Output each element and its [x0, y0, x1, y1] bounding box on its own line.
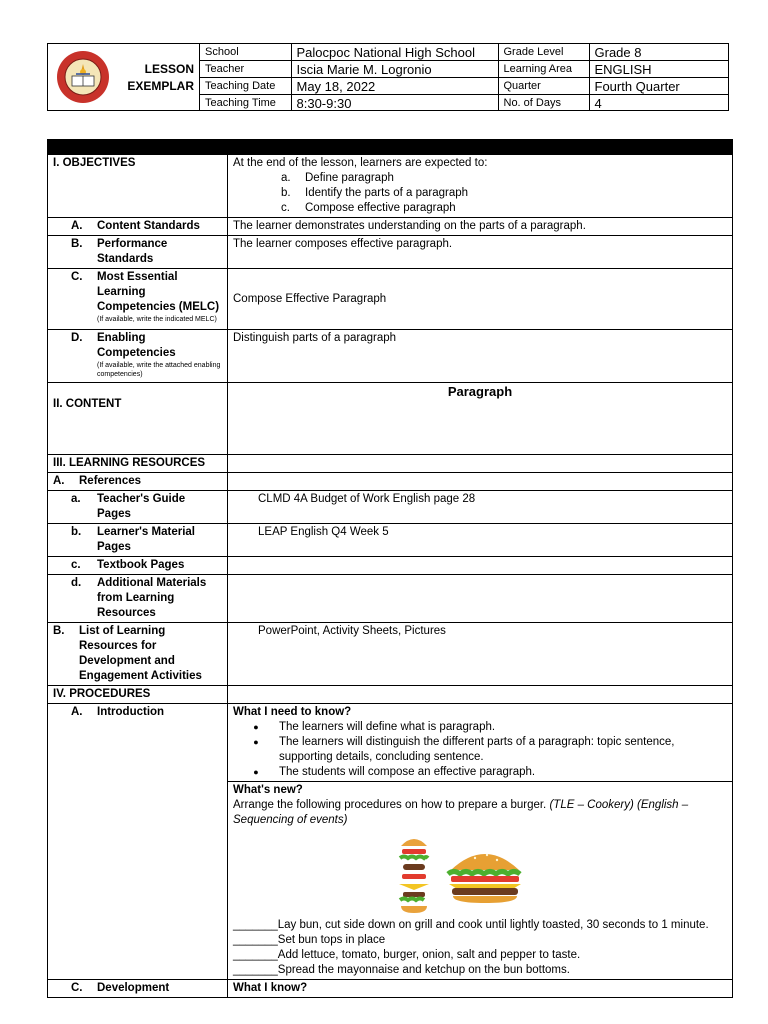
tg-label: a. Teacher's Guide Pages: [48, 491, 228, 524]
objectives-intro: At the end of the lesson, learners are expected to:: [233, 157, 488, 169]
references-label: A. References: [48, 473, 228, 491]
objective-item: c. Compose effective paragraph: [281, 202, 456, 214]
performance-standards-value: The learner composes effective paragraph.: [228, 236, 733, 269]
introduction-label: A. Introduction: [48, 704, 228, 980]
logo-cell: [48, 44, 200, 110]
learning-area-label: Learning Area: [498, 61, 589, 78]
whats-new-text: Arrange the following procedures on how to prepare a burger. (TLE – Cookery) (English – Sequencing of events): [233, 799, 689, 826]
content-value: Paragraph: [228, 383, 733, 455]
tg-value: CLMD 4A Budget of Work English page 28: [228, 491, 733, 524]
content-standards-value: The learner demonstrates understanding on the parts of a paragraph.: [228, 218, 733, 236]
exemplar-title: EXEMPLAR: [127, 79, 194, 93]
objective-item: a. Define paragraph: [281, 172, 394, 184]
quarter-label: Quarter: [498, 78, 589, 95]
objectives-list: [233, 171, 727, 216]
references-row: [48, 473, 733, 491]
burger-step: _______Spread the mayonnaise and ketchup on the bun bottoms.: [233, 964, 570, 976]
objective-item: b. Identify the parts of a paragraph: [281, 187, 469, 199]
development-label: C. Development: [48, 980, 228, 998]
lesson-plan-table: [47, 139, 733, 998]
lm-label: b. Learner's Material Pages: [48, 524, 228, 557]
whats-new-cell: [228, 782, 733, 980]
lm-value: LEAP English Q4 Week 5: [228, 524, 733, 557]
procedures-row: [48, 686, 733, 704]
references-empty: [228, 473, 733, 491]
teacher-label: Teacher: [200, 61, 291, 78]
school-label: School: [200, 44, 291, 61]
resources-row: [48, 455, 733, 473]
additional-label: d. Additional Materials from Learning Resources: [48, 575, 228, 623]
lesson-header: [47, 43, 729, 111]
additional-value: [228, 575, 733, 623]
intro-bullets: [233, 720, 727, 780]
procedures-label: IV. PROCEDURES: [48, 686, 228, 704]
melc-value: Compose Effective Paragraph: [228, 269, 733, 330]
whats-new-heading: What's new?: [233, 784, 303, 796]
enabling-row: [48, 330, 733, 383]
procedures-empty: [228, 686, 733, 704]
list-resources-row: [48, 623, 733, 686]
additional-row: [48, 575, 733, 623]
enabling-label: D. Enabling Competencies (If available, write the attached enabling competencies): [48, 330, 228, 383]
content-row: [48, 383, 733, 455]
development-row: [48, 980, 733, 998]
grade-level-value: Grade 8: [589, 44, 728, 61]
burger-step: _______Add lettuce, tomato, burger, onion, salt and pepper to taste.: [233, 949, 581, 961]
performance-standards-label: B. Performance Standards: [48, 236, 228, 269]
resources-empty: [228, 455, 733, 473]
objectives-cell: [228, 155, 733, 218]
teacher-value: Iscia Marie M. Logronio: [291, 61, 498, 78]
teaching-time-value: 8:30-9:30: [291, 95, 498, 112]
content-standards-row: [48, 218, 733, 236]
teaching-date-value: May 18, 2022: [291, 78, 498, 95]
performance-standards-row: [48, 236, 733, 269]
textbook-label: c. Textbook Pages: [48, 557, 228, 575]
bullet-item: ● The learners will distinguish the different parts of a paragraph: topic sentence, supporting details, concluding sentence.: [253, 736, 675, 763]
resources-label: III. LEARNING RESOURCES: [48, 455, 228, 473]
quarter-value: Fourth Quarter: [589, 78, 728, 95]
what-i-need-heading: What I need to know?: [233, 706, 352, 718]
teaching-date-label: Teaching Date: [200, 78, 291, 95]
tg-row: [48, 491, 733, 524]
burger-image: [445, 846, 525, 904]
burger-layers-image: [396, 834, 432, 914]
days-value: 4: [589, 95, 728, 112]
introduction-row: [48, 704, 733, 782]
burger-images: [233, 828, 727, 918]
school-info-table: [200, 44, 728, 111]
black-header-bar: [48, 140, 733, 155]
melc-row: [48, 269, 733, 330]
school-value: Palocpoc National High School: [291, 44, 498, 61]
burger-step: _______Set bun tops in place: [233, 934, 386, 946]
days-label: No. of Days: [498, 95, 589, 112]
objectives-row: [48, 155, 733, 218]
bullet-item: ● The students will compose an effective paragraph.: [253, 766, 536, 778]
content-standards-label: A. Content Standards: [48, 218, 228, 236]
textbook-value: [228, 557, 733, 575]
textbook-row: [48, 557, 733, 575]
lm-row: [48, 524, 733, 557]
lesson-title: LESSON: [144, 62, 194, 76]
enabling-value: Distinguish parts of a paragraph: [228, 330, 733, 383]
grade-level-label: Grade Level: [498, 44, 589, 61]
what-i-know-heading: What I know?: [228, 980, 733, 998]
melc-label: C. Most Essential Learning Competencies (MELC) (If available, write the indicated MELC): [48, 269, 228, 330]
learning-area-value: ENGLISH: [589, 61, 728, 78]
list-resources-value: PowerPoint, Activity Sheets, Pictures: [228, 623, 733, 686]
objectives-label: I. OBJECTIVES: [48, 155, 228, 218]
what-i-need-to-know-cell: [228, 704, 733, 782]
bullet-item: ● The learners will define what is paragraph.: [253, 721, 496, 733]
deped-seal-logo: [56, 50, 110, 104]
list-resources-label: B. List of Learning Resources for Development and Engagement Activities: [48, 623, 228, 686]
burger-step: _______Lay bun, cut side down on grill and cook until lightly toasted, 30 seconds to 1 minute.: [233, 919, 709, 931]
teaching-time-label: Teaching Time: [200, 95, 291, 112]
burger-steps: [233, 918, 727, 978]
content-label: II. CONTENT: [48, 383, 228, 455]
